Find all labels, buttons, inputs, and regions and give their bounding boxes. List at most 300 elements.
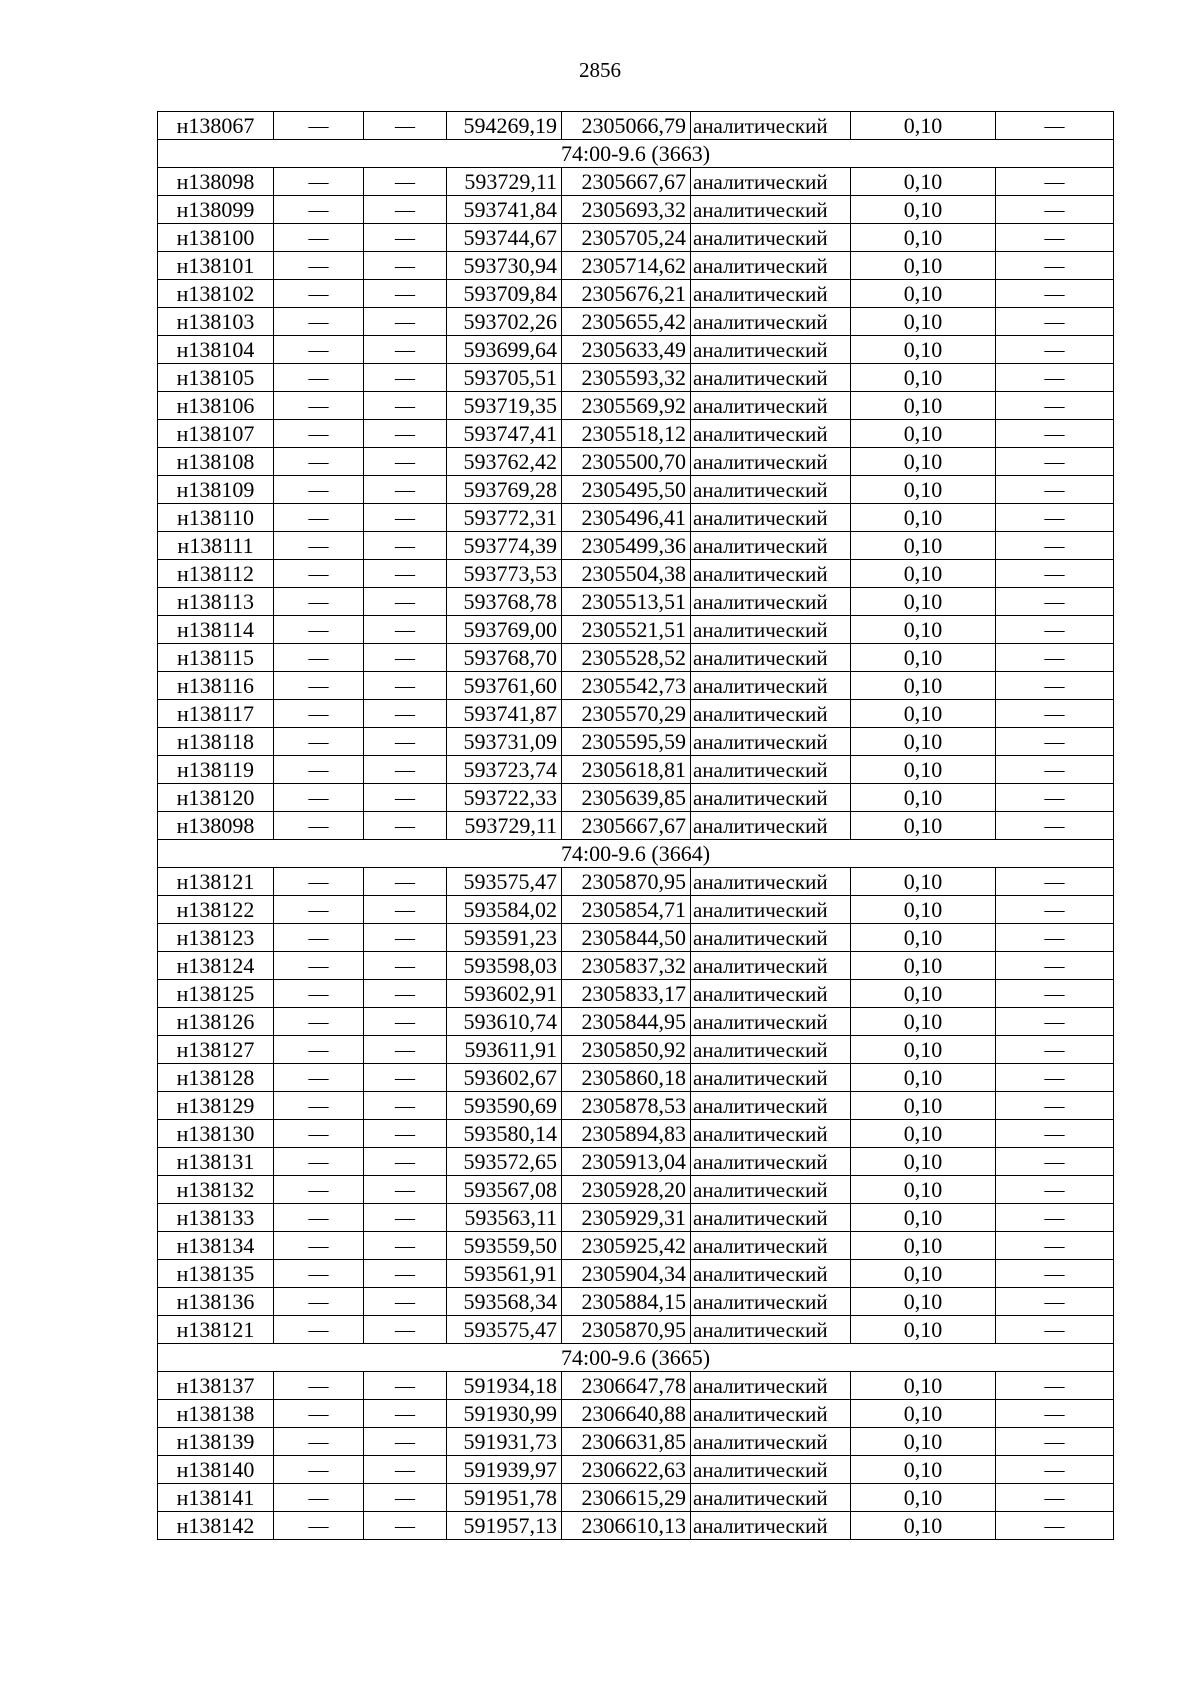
dash-cell: — — [364, 1064, 447, 1092]
dash-cell: — — [274, 1484, 364, 1512]
y-coordinate-cell: 2305504,38 — [562, 560, 691, 588]
dash-cell: — — [996, 196, 1114, 224]
x-coordinate-cell: 593705,51 — [447, 364, 562, 392]
table-row — [158, 1036, 1114, 1064]
y-coordinate-cell: 2305667,67 — [562, 812, 691, 840]
dash-cell: — — [364, 952, 447, 980]
dash-cell: — — [364, 308, 447, 336]
y-coordinate-cell: 2305913,04 — [562, 1148, 691, 1176]
point-id-cell: н138139 — [158, 1428, 274, 1456]
y-coordinate-cell: 2305066,79 — [562, 112, 691, 140]
dash-cell: — — [996, 1428, 1114, 1456]
dash-cell: — — [274, 1400, 364, 1428]
dash-cell: — — [274, 588, 364, 616]
y-coordinate-cell: 2306615,29 — [562, 1484, 691, 1512]
dash-cell: — — [996, 476, 1114, 504]
dash-cell: — — [364, 448, 447, 476]
table-row — [158, 112, 1114, 140]
method-cell: аналитический — [691, 364, 851, 392]
accuracy-cell: 0,10 — [851, 1428, 996, 1456]
table-row — [158, 896, 1114, 924]
x-coordinate-cell: 593610,74 — [447, 1008, 562, 1036]
method-cell: аналитический — [691, 224, 851, 252]
y-coordinate-cell: 2305870,95 — [562, 1316, 691, 1344]
dash-cell: — — [274, 476, 364, 504]
table-row — [158, 252, 1114, 280]
table-row — [158, 1484, 1114, 1512]
dash-cell: — — [364, 1400, 447, 1428]
dash-cell: — — [996, 924, 1114, 952]
method-cell: аналитический — [691, 196, 851, 224]
y-coordinate-cell: 2305496,41 — [562, 504, 691, 532]
y-coordinate-cell: 2305870,95 — [562, 868, 691, 896]
dash-cell: — — [274, 1092, 364, 1120]
dash-cell: — — [274, 1288, 364, 1316]
dash-cell: — — [996, 980, 1114, 1008]
x-coordinate-cell: 593567,08 — [447, 1176, 562, 1204]
table-row — [158, 588, 1114, 616]
method-cell: аналитический — [691, 924, 851, 952]
x-coordinate-cell: 593761,60 — [447, 672, 562, 700]
method-cell: аналитический — [691, 1008, 851, 1036]
dash-cell: — — [364, 784, 447, 812]
y-coordinate-cell: 2306640,88 — [562, 1400, 691, 1428]
point-id-cell: н138135 — [158, 1260, 274, 1288]
table-row — [158, 1120, 1114, 1148]
table-row — [158, 784, 1114, 812]
y-coordinate-cell: 2305860,18 — [562, 1064, 691, 1092]
y-coordinate-cell: 2305569,92 — [562, 392, 691, 420]
point-id-cell: н138108 — [158, 448, 274, 476]
table-row — [158, 644, 1114, 672]
dash-cell: — — [274, 756, 364, 784]
table-row — [158, 1064, 1114, 1092]
method-cell: аналитический — [691, 980, 851, 1008]
x-coordinate-cell: 593741,87 — [447, 700, 562, 728]
x-coordinate-cell: 593702,26 — [447, 308, 562, 336]
dash-cell: — — [996, 1288, 1114, 1316]
point-id-cell: н138121 — [158, 868, 274, 896]
table-row — [158, 532, 1114, 560]
dash-cell: — — [274, 868, 364, 896]
y-coordinate-cell: 2305844,95 — [562, 1008, 691, 1036]
dash-cell: — — [364, 392, 447, 420]
dash-cell: — — [274, 1204, 364, 1232]
method-cell: аналитический — [691, 644, 851, 672]
dash-cell: — — [274, 308, 364, 336]
x-coordinate-cell: 591939,97 — [447, 1456, 562, 1484]
point-id-cell: н138067 — [158, 112, 274, 140]
accuracy-cell: 0,10 — [851, 112, 996, 140]
table-row — [158, 1428, 1114, 1456]
table-row — [158, 1176, 1114, 1204]
dash-cell: — — [364, 1372, 447, 1400]
method-cell: аналитический — [691, 1232, 851, 1260]
x-coordinate-cell: 593729,11 — [447, 168, 562, 196]
dash-cell: — — [364, 728, 447, 756]
y-coordinate-cell: 2305928,20 — [562, 1176, 691, 1204]
x-coordinate-cell: 593773,53 — [447, 560, 562, 588]
x-coordinate-cell: 594269,19 — [447, 112, 562, 140]
dash-cell: — — [274, 224, 364, 252]
table-row — [158, 224, 1114, 252]
table-row — [158, 1232, 1114, 1260]
method-cell: аналитический — [691, 1092, 851, 1120]
point-id-cell: н138105 — [158, 364, 274, 392]
method-cell: аналитический — [691, 588, 851, 616]
dash-cell: — — [996, 952, 1114, 980]
accuracy-cell: 0,10 — [851, 560, 996, 588]
dash-cell: — — [996, 364, 1114, 392]
accuracy-cell: 0,10 — [851, 1260, 996, 1288]
x-coordinate-cell: 593762,42 — [447, 448, 562, 476]
point-id-cell: н138106 — [158, 392, 274, 420]
accuracy-cell: 0,10 — [851, 980, 996, 1008]
dash-cell: — — [364, 420, 447, 448]
y-coordinate-cell: 2306647,78 — [562, 1372, 691, 1400]
dash-cell: — — [274, 336, 364, 364]
y-coordinate-cell: 2305676,21 — [562, 280, 691, 308]
y-coordinate-cell: 2305518,12 — [562, 420, 691, 448]
point-id-cell: н138127 — [158, 1036, 274, 1064]
table-row — [158, 504, 1114, 532]
point-id-cell: н138133 — [158, 1204, 274, 1232]
y-coordinate-cell: 2305878,53 — [562, 1092, 691, 1120]
dash-cell: — — [274, 728, 364, 756]
dash-cell: — — [274, 952, 364, 980]
x-coordinate-cell: 593719,35 — [447, 392, 562, 420]
dash-cell: — — [364, 1008, 447, 1036]
x-coordinate-cell: 593602,91 — [447, 980, 562, 1008]
x-coordinate-cell: 593731,09 — [447, 728, 562, 756]
point-id-cell: н138122 — [158, 896, 274, 924]
method-cell: аналитический — [691, 672, 851, 700]
method-cell: аналитический — [691, 1148, 851, 1176]
section-header-row — [158, 140, 1114, 168]
method-cell: аналитический — [691, 700, 851, 728]
method-cell: аналитический — [691, 1204, 851, 1232]
x-coordinate-cell: 593572,65 — [447, 1148, 562, 1176]
dash-cell: — — [274, 896, 364, 924]
y-coordinate-cell: 2305593,32 — [562, 364, 691, 392]
dash-cell: — — [996, 504, 1114, 532]
dash-cell: — — [364, 1148, 447, 1176]
dash-cell: — — [996, 224, 1114, 252]
dash-cell: — — [274, 1232, 364, 1260]
table-row — [158, 476, 1114, 504]
dash-cell: — — [364, 532, 447, 560]
method-cell: аналитический — [691, 1512, 851, 1540]
x-coordinate-cell: 593772,31 — [447, 504, 562, 532]
method-cell: аналитический — [691, 112, 851, 140]
x-coordinate-cell: 593774,39 — [447, 532, 562, 560]
dash-cell: — — [364, 504, 447, 532]
method-cell: аналитический — [691, 1400, 851, 1428]
dash-cell: — — [274, 1372, 364, 1400]
x-coordinate-cell: 593730,94 — [447, 252, 562, 280]
dash-cell: — — [274, 616, 364, 644]
dash-cell: — — [996, 728, 1114, 756]
method-cell: аналитический — [691, 532, 851, 560]
table-row — [158, 364, 1114, 392]
method-cell: аналитический — [691, 168, 851, 196]
method-cell: аналитический — [691, 1176, 851, 1204]
dash-cell: — — [996, 252, 1114, 280]
dash-cell: — — [996, 896, 1114, 924]
accuracy-cell: 0,10 — [851, 280, 996, 308]
dash-cell: — — [996, 812, 1114, 840]
accuracy-cell: 0,10 — [851, 1316, 996, 1344]
point-id-cell: н138120 — [158, 784, 274, 812]
dash-cell: — — [364, 1260, 447, 1288]
dash-cell: — — [274, 560, 364, 588]
dash-cell: — — [996, 1260, 1114, 1288]
dash-cell: — — [364, 336, 447, 364]
dash-cell: — — [274, 1008, 364, 1036]
y-coordinate-cell: 2305850,92 — [562, 1036, 691, 1064]
section-header: 74:00-9.6 (3663) — [158, 140, 1114, 168]
accuracy-cell: 0,10 — [851, 1372, 996, 1400]
method-cell: аналитический — [691, 952, 851, 980]
method-cell: аналитический — [691, 560, 851, 588]
dash-cell: — — [364, 280, 447, 308]
accuracy-cell: 0,10 — [851, 1008, 996, 1036]
dash-cell: — — [274, 1316, 364, 1344]
x-coordinate-cell: 593769,28 — [447, 476, 562, 504]
point-id-cell: н138140 — [158, 1456, 274, 1484]
dash-cell: — — [274, 1120, 364, 1148]
dash-cell: — — [364, 560, 447, 588]
accuracy-cell: 0,10 — [851, 1288, 996, 1316]
y-coordinate-cell: 2305693,32 — [562, 196, 691, 224]
dash-cell: — — [274, 112, 364, 140]
dash-cell: — — [364, 644, 447, 672]
dash-cell: — — [274, 448, 364, 476]
dash-cell: — — [996, 1008, 1114, 1036]
method-cell: аналитический — [691, 1484, 851, 1512]
point-id-cell: н138119 — [158, 756, 274, 784]
dash-cell: — — [274, 280, 364, 308]
method-cell: аналитический — [691, 616, 851, 644]
y-coordinate-cell: 2305894,83 — [562, 1120, 691, 1148]
coordinates-table — [157, 111, 1114, 1540]
y-coordinate-cell: 2305854,71 — [562, 896, 691, 924]
method-cell: аналитический — [691, 476, 851, 504]
y-coordinate-cell: 2305570,29 — [562, 700, 691, 728]
dash-cell: — — [274, 196, 364, 224]
table-row — [158, 196, 1114, 224]
accuracy-cell: 0,10 — [851, 952, 996, 980]
accuracy-cell: 0,10 — [851, 1036, 996, 1064]
method-cell: аналитический — [691, 336, 851, 364]
table-row — [158, 924, 1114, 952]
page-number: 2856 — [579, 58, 621, 82]
dash-cell: — — [274, 1512, 364, 1540]
accuracy-cell: 0,10 — [851, 700, 996, 728]
point-id-cell: н138098 — [158, 168, 274, 196]
dash-cell: — — [274, 812, 364, 840]
accuracy-cell: 0,10 — [851, 1092, 996, 1120]
table-row — [158, 616, 1114, 644]
x-coordinate-cell: 593769,00 — [447, 616, 562, 644]
dash-cell: — — [364, 168, 447, 196]
x-coordinate-cell: 593709,84 — [447, 280, 562, 308]
dash-cell: — — [996, 560, 1114, 588]
accuracy-cell: 0,10 — [851, 1064, 996, 1092]
y-coordinate-cell: 2305495,50 — [562, 476, 691, 504]
y-coordinate-cell: 2305705,24 — [562, 224, 691, 252]
point-id-cell: н138123 — [158, 924, 274, 952]
accuracy-cell: 0,10 — [851, 168, 996, 196]
point-id-cell: н138100 — [158, 224, 274, 252]
method-cell: аналитический — [691, 1316, 851, 1344]
x-coordinate-cell: 593584,02 — [447, 896, 562, 924]
y-coordinate-cell: 2305521,51 — [562, 616, 691, 644]
x-coordinate-cell: 593590,69 — [447, 1092, 562, 1120]
dash-cell: — — [996, 700, 1114, 728]
point-id-cell: н138112 — [158, 560, 274, 588]
dash-cell: — — [364, 616, 447, 644]
dash-cell: — — [364, 1512, 447, 1540]
table-row — [158, 1008, 1114, 1036]
accuracy-cell: 0,10 — [851, 1400, 996, 1428]
accuracy-cell: 0,10 — [851, 896, 996, 924]
dash-cell: — — [996, 1316, 1114, 1344]
section-header-row — [158, 1344, 1114, 1372]
table-row — [158, 756, 1114, 784]
dash-cell: — — [996, 308, 1114, 336]
dash-cell: — — [996, 392, 1114, 420]
accuracy-cell: 0,10 — [851, 812, 996, 840]
section-header: 74:00-9.6 (3665) — [158, 1344, 1114, 1372]
dash-cell: — — [364, 1428, 447, 1456]
table-body — [158, 112, 1114, 1540]
dash-cell: — — [996, 1232, 1114, 1260]
table-row — [158, 280, 1114, 308]
accuracy-cell: 0,10 — [851, 1176, 996, 1204]
dash-cell: — — [274, 1456, 364, 1484]
dash-cell: — — [996, 1064, 1114, 1092]
x-coordinate-cell: 591930,99 — [447, 1400, 562, 1428]
method-cell: аналитический — [691, 868, 851, 896]
x-coordinate-cell: 593559,50 — [447, 1232, 562, 1260]
dash-cell: — — [274, 252, 364, 280]
x-coordinate-cell: 593729,11 — [447, 812, 562, 840]
dash-cell: — — [996, 644, 1114, 672]
accuracy-cell: 0,10 — [851, 532, 996, 560]
y-coordinate-cell: 2306622,63 — [562, 1456, 691, 1484]
method-cell: аналитический — [691, 1288, 851, 1316]
point-id-cell: н138131 — [158, 1148, 274, 1176]
point-id-cell: н138128 — [158, 1064, 274, 1092]
point-id-cell: н138129 — [158, 1092, 274, 1120]
method-cell: аналитический — [691, 812, 851, 840]
dash-cell: — — [996, 756, 1114, 784]
dash-cell: — — [364, 476, 447, 504]
method-cell: аналитический — [691, 1260, 851, 1288]
point-id-cell: н138130 — [158, 1120, 274, 1148]
point-id-cell: н138111 — [158, 532, 274, 560]
method-cell: аналитический — [691, 784, 851, 812]
point-id-cell: н138125 — [158, 980, 274, 1008]
dash-cell: — — [996, 784, 1114, 812]
method-cell: аналитический — [691, 392, 851, 420]
dash-cell: — — [364, 756, 447, 784]
y-coordinate-cell: 2305884,15 — [562, 1288, 691, 1316]
accuracy-cell: 0,10 — [851, 644, 996, 672]
dash-cell: — — [274, 1260, 364, 1288]
dash-cell: — — [364, 1288, 447, 1316]
accuracy-cell: 0,10 — [851, 868, 996, 896]
y-coordinate-cell: 2305844,50 — [562, 924, 691, 952]
y-coordinate-cell: 2305904,34 — [562, 1260, 691, 1288]
dash-cell: — — [996, 1148, 1114, 1176]
y-coordinate-cell: 2305639,85 — [562, 784, 691, 812]
dash-cell: — — [274, 420, 364, 448]
point-id-cell: н138114 — [158, 616, 274, 644]
dash-cell: — — [364, 1316, 447, 1344]
dash-cell: — — [364, 224, 447, 252]
point-id-cell: н138132 — [158, 1176, 274, 1204]
point-id-cell: н138124 — [158, 952, 274, 980]
x-coordinate-cell: 593611,91 — [447, 1036, 562, 1064]
x-coordinate-cell: 593722,33 — [447, 784, 562, 812]
accuracy-cell: 0,10 — [851, 728, 996, 756]
y-coordinate-cell: 2306610,13 — [562, 1512, 691, 1540]
point-id-cell: н138109 — [158, 476, 274, 504]
dash-cell: — — [274, 924, 364, 952]
table-row — [158, 1148, 1114, 1176]
x-coordinate-cell: 591931,73 — [447, 1428, 562, 1456]
accuracy-cell: 0,10 — [851, 476, 996, 504]
point-id-cell: н138137 — [158, 1372, 274, 1400]
dash-cell: — — [364, 364, 447, 392]
dash-cell: — — [364, 896, 447, 924]
dash-cell: — — [274, 364, 364, 392]
point-id-cell: н138102 — [158, 280, 274, 308]
point-id-cell: н138118 — [158, 728, 274, 756]
table-row — [158, 868, 1114, 896]
accuracy-cell: 0,10 — [851, 392, 996, 420]
y-coordinate-cell: 2305655,42 — [562, 308, 691, 336]
dash-cell: — — [364, 252, 447, 280]
table-row — [158, 980, 1114, 1008]
accuracy-cell: 0,10 — [851, 448, 996, 476]
dash-cell: — — [996, 1456, 1114, 1484]
dash-cell: — — [364, 812, 447, 840]
method-cell: аналитический — [691, 1036, 851, 1064]
accuracy-cell: 0,10 — [851, 1232, 996, 1260]
dash-cell: — — [364, 1484, 447, 1512]
table-row — [158, 812, 1114, 840]
dash-cell: — — [996, 1372, 1114, 1400]
accuracy-cell: 0,10 — [851, 924, 996, 952]
dash-cell: — — [996, 448, 1114, 476]
method-cell: аналитический — [691, 756, 851, 784]
table-row — [158, 728, 1114, 756]
x-coordinate-cell: 593747,41 — [447, 420, 562, 448]
accuracy-cell: 0,10 — [851, 196, 996, 224]
point-id-cell: н138101 — [158, 252, 274, 280]
dash-cell: — — [996, 336, 1114, 364]
dash-cell: — — [364, 868, 447, 896]
y-coordinate-cell: 2305929,31 — [562, 1204, 691, 1232]
y-coordinate-cell: 2305837,32 — [562, 952, 691, 980]
point-id-cell: н138099 — [158, 196, 274, 224]
y-coordinate-cell: 2305925,42 — [562, 1232, 691, 1260]
dash-cell: — — [996, 280, 1114, 308]
x-coordinate-cell: 593575,47 — [447, 868, 562, 896]
